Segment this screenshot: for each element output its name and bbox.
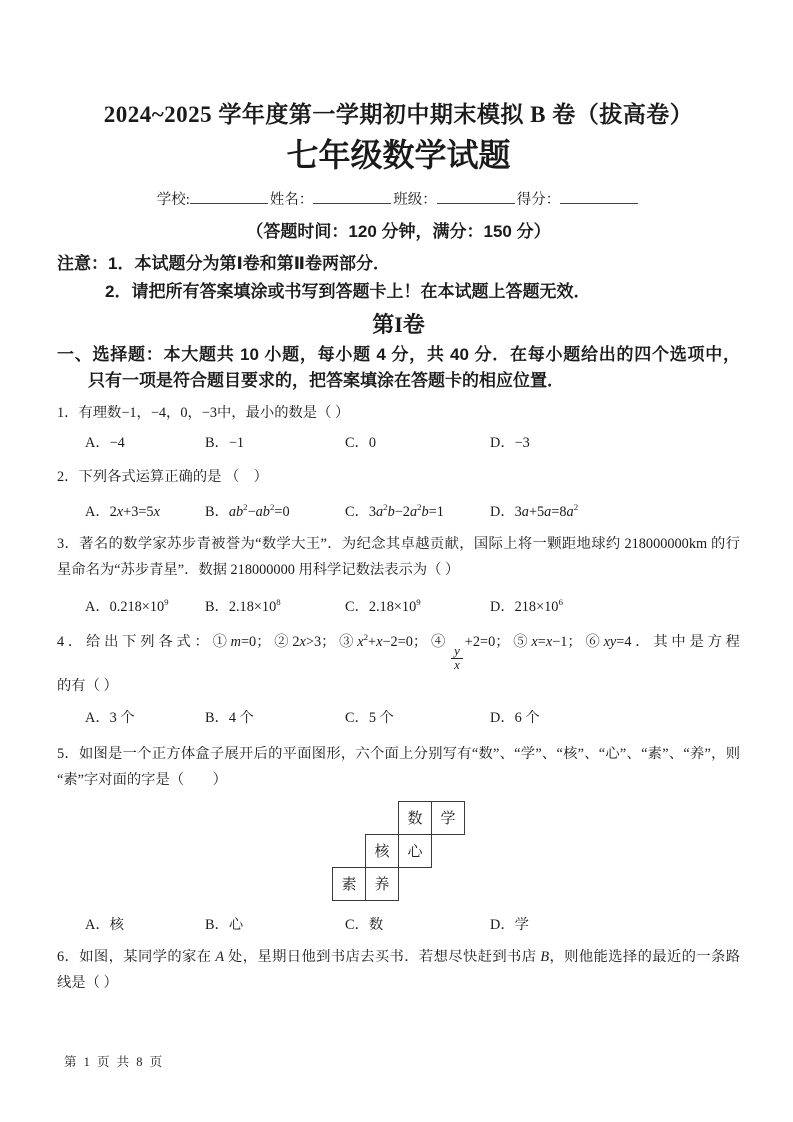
question-4-stem-line-1: 4．给出下列各式：①m=0；②2x>3；$③x^2+x-2=0$；④ $\frac{y}{x}$ +2=0；⑤x=x−1；⑥xy=4．其中是方程	[57, 631, 740, 673]
net-cell: 心	[398, 834, 432, 868]
question-1-option-d: D．−3	[490, 435, 530, 451]
question-5-options	[85, 912, 740, 938]
net-cell: 核	[365, 834, 399, 868]
question-5-stem-line-2: “素”字对面的字是（ ）	[57, 771, 227, 788]
section-header-line-2: 只有一项是符合题目要求的，把答案填涂在答题卡的相应位置．	[88, 371, 564, 390]
notice-block	[57, 250, 740, 306]
cube-net-figure	[332, 801, 465, 902]
name-field-blank	[313, 189, 391, 204]
question-5	[57, 741, 740, 938]
net-cell: 素	[332, 867, 366, 901]
question-4	[57, 620, 740, 731]
question-3	[57, 531, 740, 620]
question-2	[57, 464, 740, 525]
question-5-stem-line-1: 5．如图是一个正方体盒子展开后的平面图形，六个面上分别写有“数”、“学”、“核”、“心”、“素”、“养”，则	[57, 745, 740, 762]
question-2-option-b: B．$ab^2-ab^2=0$	[205, 502, 290, 520]
question-5-option-d: D．学	[490, 916, 529, 933]
question-2-stem: 2．下列各式运算正确的是 （ ）	[57, 469, 268, 485]
question-5-option-c: C．数	[345, 916, 384, 933]
score-field-blank	[560, 189, 638, 204]
section-one-header	[57, 342, 740, 394]
part-one-title: 第I卷	[372, 312, 425, 337]
question-4-option-c: C．5 个	[345, 709, 394, 726]
section-header-line-1: 一、选择题：本大题共 10 小题，每小题 4 分，共 40 分．在每小题给出的四个选项中，	[57, 345, 740, 364]
question-2-option-d: D．$3a+5a=8a^2$	[490, 502, 579, 520]
question-4-stem-line-2: 的有（ ）	[57, 677, 118, 694]
question-4-option-d: D．6 个	[490, 709, 540, 726]
net-cell: 养	[365, 867, 399, 901]
question-1-options	[85, 430, 740, 456]
question-1-option-c: C．0	[345, 435, 376, 451]
name-field-label: 姓名：	[269, 192, 314, 208]
exam-title: 七年级数学试题	[286, 137, 511, 173]
page-number-footer: 第 1 页 共 8 页	[64, 1055, 165, 1069]
fraction: $\frac{y}{x}$	[451, 645, 463, 673]
question-4-options	[85, 705, 740, 731]
question-3-option-a: A．$0.218\times 10^9$	[85, 596, 169, 615]
question-4-option-a: A．3 个	[85, 709, 135, 726]
question-3-option-b: B．$2.18\times 10^8$	[205, 596, 281, 615]
question-3-option-c: C．$2.18\times 10^9$	[345, 596, 421, 615]
question-6-stem-line-2: 线是（ ）	[57, 974, 118, 991]
school-field-label: 学校:	[156, 192, 190, 208]
question-1-stem: 1．有理数−1，−4，0，−3中，最小的数是（ ）	[57, 405, 350, 421]
exam-session-title: 2024~2025 学年度第一学期初中期末模拟 B 卷（拔高卷）	[103, 102, 694, 127]
question-1-option-a: A．−4	[85, 435, 125, 451]
question-2-option-a: A．2x+3=5x	[85, 503, 160, 520]
class-field-label: 班级：	[393, 192, 437, 208]
net-cell: 数	[398, 801, 432, 835]
question-3-stem-line-1: 3．著名的数学家苏步青被誉为“数学大王”．为纪念其卓越贡献，国际上将一颗距地球约 218000000km 的行	[57, 535, 740, 552]
question-6-stem-line-1: 6．如图，某同学的家在 A 处，星期日他到书店去买书．若想尽快赶到书店 B，则他能选择的最近的一条路	[57, 948, 740, 965]
score-field-label: 得分：	[516, 192, 561, 208]
exam-time-note: （答题时间：120 分钟，满分：150 分）	[246, 222, 551, 241]
net-cell: 学	[431, 801, 465, 835]
question-2-options	[85, 494, 740, 525]
question-5-option-b: B．心	[205, 916, 244, 933]
class-field-blank	[437, 189, 515, 204]
question-3-option-d: D．$218\times 10^6$	[490, 596, 563, 615]
question-1	[57, 400, 740, 456]
question-6	[57, 944, 740, 996]
student-info-line	[57, 188, 740, 212]
question-4-option-b: B．4 个	[205, 709, 254, 726]
question-2-option-c: C．$3a^2b-2a^2b=1$	[345, 502, 444, 520]
question-3-stem-line-2: 星命名为“苏步青星”．数据 218000000 用科学记数法表示为（ ）	[57, 561, 460, 578]
school-field-blank	[190, 189, 268, 204]
notice-line-1: 注意：1．本试题分为第Ⅰ卷和第Ⅱ卷两部分．	[57, 254, 390, 273]
question-1-option-b: B．−1	[205, 435, 245, 451]
question-5-option-a: A．核	[85, 916, 124, 933]
notice-line-2: 2．请把所有答案填涂或书写到答题卡上！在本试题上答题无效．	[105, 282, 591, 301]
question-3-options	[85, 589, 740, 620]
